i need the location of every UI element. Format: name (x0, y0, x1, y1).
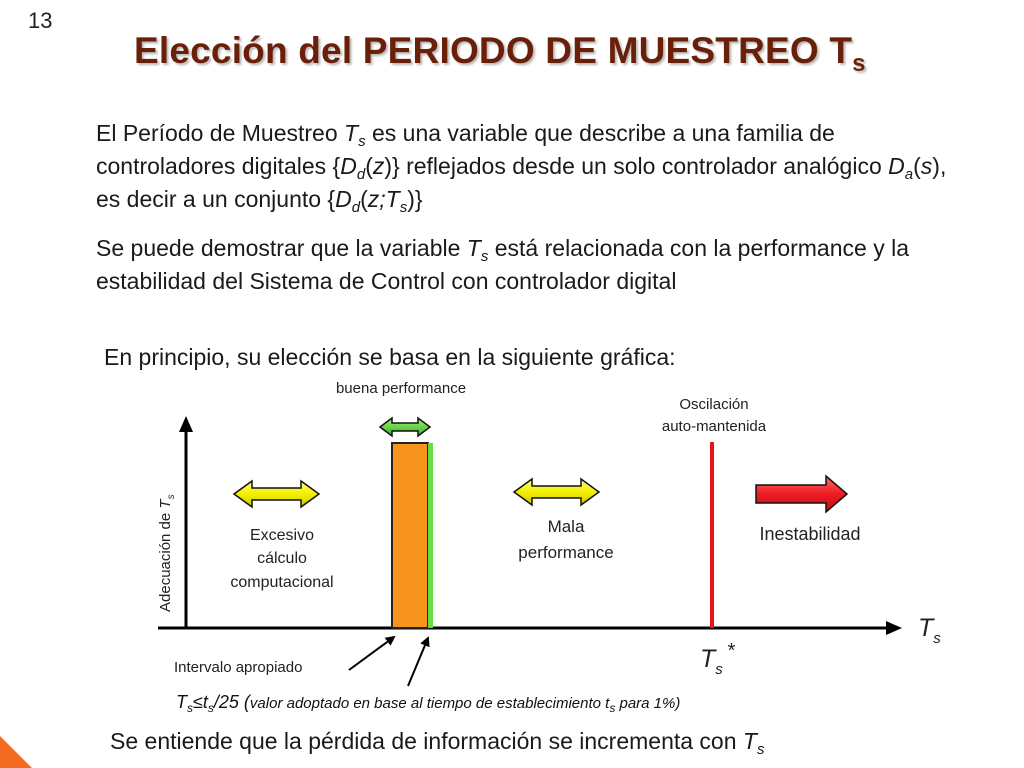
p1-text-c: )} reflejados desde un solo controlador analógico (384, 153, 889, 179)
label-appropriate-interval: Intervalo apropiado (174, 659, 303, 676)
p2-text-a: Se puede demostrar que la variable (96, 235, 467, 261)
instability-arrow (756, 476, 847, 512)
p2-text-b: está relacionada con la performance y la estabilidad del Sistema de Control con controlador digital (96, 235, 909, 294)
label-computational: computacional (230, 574, 334, 591)
good-performance-arrow (380, 418, 430, 436)
x-axis-label: $T_s$ (918, 614, 941, 647)
p1-text-d: ), es decir a un conjunto { (96, 153, 947, 212)
conclusion-text (110, 728, 765, 758)
x-axis-arrowhead (886, 621, 902, 635)
p1-dd: D (340, 153, 357, 179)
formula-div: /25 ( (213, 692, 250, 712)
p1-z: z (372, 153, 385, 179)
p2-ts-sub: s (480, 248, 489, 265)
slide-number: 13 (28, 8, 53, 33)
p1-ts: T (344, 120, 359, 146)
p1-ts-sub: s (358, 133, 366, 150)
sampling-rule-formula (176, 692, 680, 713)
label-self-sustained: auto-mantenida (661, 418, 767, 435)
p1-dd-sub: d (356, 166, 366, 183)
label-performance: performance (518, 543, 614, 562)
label-good-performance: buena performance (335, 380, 467, 397)
middle-region-double-arrow (514, 479, 599, 505)
formula-note: valor adoptado en base al tiempo de establecimiento t (249, 695, 610, 712)
p1-paren-open-2: ( (913, 153, 921, 179)
formula-T: T (176, 692, 187, 712)
p1-text-end: )} (407, 186, 423, 212)
p1-text-b: es una variable que describe a una familia de controladores digitales { (96, 120, 835, 179)
formula-pointer (408, 638, 428, 686)
interval-pointer (349, 637, 394, 670)
p1-paren-open-3: ( (360, 186, 368, 212)
label-oscillation: Oscilación (679, 396, 749, 413)
label-instability: Inestabilidad (759, 524, 861, 544)
p2-ts: T (466, 235, 481, 261)
p1-text-a: El Período de Muestreo (96, 120, 345, 146)
label-calculation: cálculo (257, 550, 307, 567)
formula-t-sub: s (207, 701, 214, 715)
critical-sampling-label: $T_s^*$ (700, 640, 735, 678)
label-bad: Mala (547, 517, 585, 536)
conclusion-ts-sub: s (756, 741, 765, 758)
p1-z-ts-sub: s (399, 199, 408, 216)
p1-da: D (888, 153, 905, 179)
formula-T-sub: s (187, 701, 193, 715)
y-axis-arrowhead (179, 416, 193, 432)
p1-dd-2-sub: d (351, 199, 361, 216)
formula-note-sub: s (609, 701, 616, 715)
p1-z-ts: z;T (367, 186, 400, 212)
label-excessive: Excesivo (249, 527, 315, 544)
appropriate-interval-bar (392, 443, 428, 628)
conclusion-main: Se entiende que la pérdida de información se incrementa con (110, 728, 743, 754)
formula-le-t: ≤t (193, 692, 208, 712)
left-region-double-arrow (234, 481, 319, 507)
paragraph-graph-intro: En principio, su elección se basa en la siguiente gráfica: (104, 344, 676, 370)
formula-end: para 1%) (615, 695, 681, 712)
corner-decoration-shape (0, 728, 40, 768)
slide-title-subscript: s (852, 50, 866, 77)
p1-s: s (920, 153, 933, 179)
conclusion-ts: T (742, 728, 757, 754)
slide-title-main: Elección del PERIODO DE MUESTREO T (134, 30, 853, 71)
good-performance-edge-bar (428, 443, 433, 628)
y-axis-label: Adecuación de $T_s$ (157, 494, 177, 612)
p1-da-sub: a (904, 166, 914, 183)
p1-dd-2: D (335, 186, 352, 212)
p1-paren-open: ( (365, 153, 373, 179)
